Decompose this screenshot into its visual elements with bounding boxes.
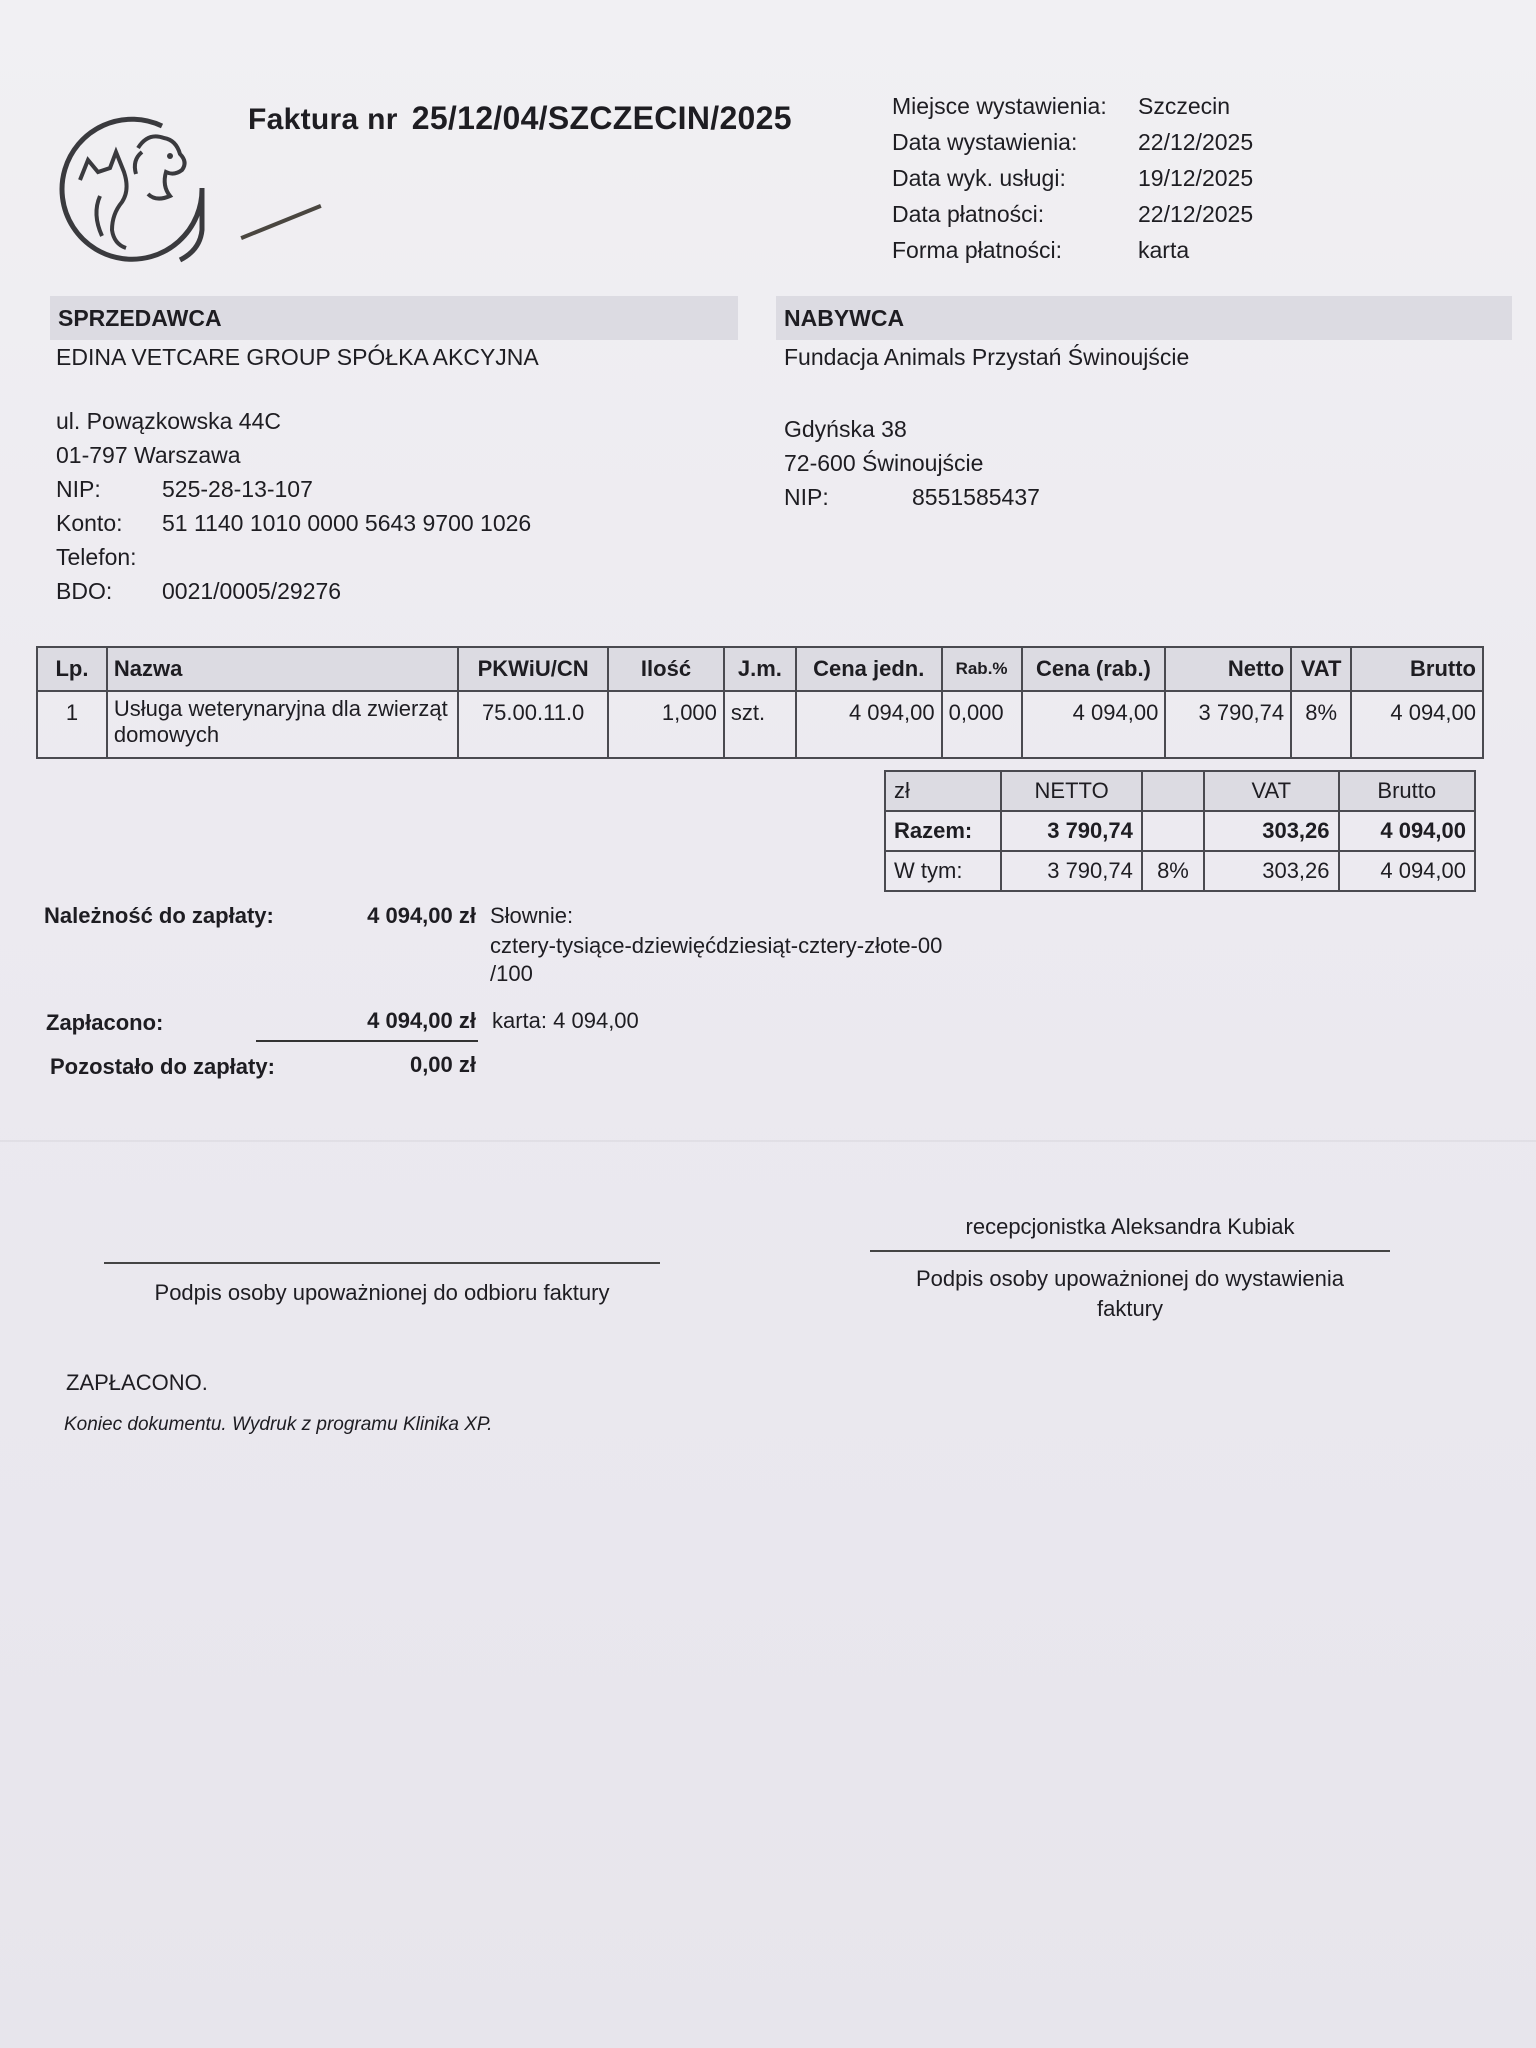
- col-header-lp: Lp.: [37, 647, 107, 691]
- seller-heading: SPRZEDAWCA: [50, 296, 738, 340]
- seller-bdo-row: [56, 574, 531, 608]
- cell-jm: szt.: [724, 691, 796, 758]
- summary-total-vat: 303,26: [1204, 811, 1338, 851]
- summary-header-row: [885, 771, 1475, 811]
- table-row: [37, 691, 1483, 758]
- cell-nazwa: Usługa weterynaryjna dla zwierząt domowych: [107, 691, 458, 758]
- meta-row-payment-method: [892, 232, 1253, 268]
- col-header-brutto: Brutto: [1351, 647, 1483, 691]
- col-header-jm: J.m.: [724, 647, 796, 691]
- paid-amount: 4 094,00 zł: [367, 1008, 476, 1033]
- issuer-caption-line-1: Podpis osoby upoważnionej do wystawienia: [915, 1266, 1345, 1291]
- meta-label: Data płatności:: [892, 201, 1045, 227]
- remaining-label: Pozostało do zapłaty:: [50, 1054, 275, 1079]
- issuer-signature-line: [870, 1250, 1390, 1252]
- invoice-title-prefix: Faktura nr: [248, 103, 398, 136]
- seller-konto-row: [56, 506, 531, 540]
- cell-pkwiu: 75.00.11.0: [458, 691, 608, 758]
- meta-label: Data wystawienia:: [892, 129, 1078, 155]
- summary-total-row: [885, 811, 1475, 851]
- summary-total-brutto: 4 094,00: [1339, 811, 1475, 851]
- seller-telefon-label: Telefon:: [56, 544, 137, 570]
- summary-total-label: Razem:: [885, 811, 1001, 851]
- items-table: [36, 646, 1484, 759]
- paid-underline: [256, 1040, 478, 1042]
- meta-row-place: [892, 88, 1253, 124]
- seller-name: EDINA VETCARE GROUP SPÓŁKA AKCYJNA: [56, 344, 539, 370]
- meta-label: Data wyk. usługi:: [892, 165, 1066, 191]
- col-header-cena-rab: Cena (rab.): [1022, 647, 1166, 691]
- seller-address: [56, 404, 531, 608]
- summary-breakdown-netto: 3 790,74: [1001, 851, 1141, 891]
- cell-cena-jedn: 4 094,00: [796, 691, 942, 758]
- seller-bdo: 0021/0005/29276: [162, 578, 342, 604]
- buyer-nip-row: [784, 480, 1040, 514]
- meta-value: karta: [1138, 237, 1190, 263]
- receiver-signature-caption: Podpis osoby upoważnionej do odbioru faktury: [154, 1280, 610, 1305]
- meta-value: 22/12/2025: [1138, 129, 1254, 155]
- cell-rabat: 0,000: [942, 691, 1022, 758]
- cell-netto: 3 790,74: [1165, 691, 1291, 758]
- seller-street: ul. Powązkowska 44C: [56, 408, 281, 434]
- meta-value: Szczecin: [1138, 93, 1231, 119]
- summary-header-currency: zł: [885, 771, 1001, 811]
- meta-label: Forma płatności:: [892, 237, 1063, 263]
- meta-row-service-date: [892, 160, 1253, 196]
- summary-total-netto: 3 790,74: [1001, 811, 1141, 851]
- summary-total-rate: [1142, 811, 1204, 851]
- invoice-meta: [892, 88, 1253, 268]
- receiver-signature-line: [104, 1262, 660, 1264]
- seller-nip: 525-28-13-107: [162, 476, 313, 502]
- buyer-nip-label: NIP:: [784, 484, 829, 510]
- buyer-street: Gdyńska 38: [784, 416, 907, 442]
- invoice-number: 25/12/04/SZCZECIN/2025: [411, 100, 792, 136]
- col-header-rabat: Rab.%: [942, 647, 1022, 691]
- seller-konto-label: Konto:: [56, 510, 123, 536]
- words-label: Słownie:: [490, 903, 574, 928]
- cell-ilosc: 1,000: [608, 691, 724, 758]
- seller-city: 01-797 Warszawa: [56, 442, 241, 468]
- meta-value: 19/12/2025: [1138, 165, 1254, 191]
- meta-row-payment-date: [892, 196, 1253, 232]
- cell-cena-rab: 4 094,00: [1022, 691, 1166, 758]
- dog-cat-circle-logo-icon: [52, 110, 212, 270]
- col-header-cena-jedn: Cena jedn.: [796, 647, 942, 691]
- buyer-city: 72-600 Świnoujście: [784, 450, 984, 476]
- words-line-1: cztery-tysiące-dziewięćdziesiąt-cztery-złote-00: [490, 933, 943, 958]
- summary-header-brutto: Brutto: [1339, 771, 1475, 811]
- summary-breakdown-brutto: 4 094,00: [1339, 851, 1475, 891]
- meta-value: 22/12/2025: [1138, 201, 1254, 227]
- summary-breakdown-label: W tym:: [885, 851, 1001, 891]
- due-label: Należność do zapłaty:: [44, 903, 274, 928]
- vat-summary-table: [884, 770, 1476, 892]
- words-line-2: /100: [490, 961, 533, 986]
- summary-header-vat: VAT: [1204, 771, 1338, 811]
- buyer-nip: 8551585437: [912, 484, 1040, 510]
- due-amount: 4 094,00 zł: [367, 903, 476, 928]
- end-note: Koniec dokumentu. Wydruk z programu Klinika XP.: [64, 1414, 493, 1435]
- summary-header-rate: [1142, 771, 1204, 811]
- seller-konto: 51 1140 1010 0000 5643 9700 1026: [162, 510, 532, 536]
- summary-breakdown-row: [885, 851, 1475, 891]
- buyer-heading: NABYWCA: [776, 296, 1512, 340]
- meta-label: Miejsce wystawienia:: [892, 93, 1107, 119]
- summary-breakdown-rate: 8%: [1142, 851, 1204, 891]
- summary-breakdown-vat: 303,26: [1204, 851, 1338, 891]
- cell-lp: 1: [37, 691, 107, 758]
- items-header-row: [37, 647, 1483, 691]
- seller-nip-label: NIP:: [56, 476, 101, 502]
- paid-label: Zapłacono:: [46, 1010, 164, 1035]
- col-header-netto: Netto: [1165, 647, 1291, 691]
- issuer-name: recepcjonistka Aleksandra Kubiak: [965, 1214, 1295, 1239]
- invoice-title: [248, 100, 792, 137]
- buyer-address: [784, 412, 1040, 514]
- remaining-amount: 0,00 zł: [409, 1052, 476, 1077]
- cell-brutto: 4 094,00: [1351, 691, 1483, 758]
- col-header-pkwiu: PKWiU/CN: [458, 647, 608, 691]
- issuer-caption-line-2: faktury: [1096, 1296, 1164, 1321]
- buyer-name: Fundacja Animals Przystań Świnoujście: [784, 344, 1190, 370]
- seller-nip-row: [56, 472, 531, 506]
- paid-method: karta: 4 094,00: [492, 1008, 639, 1033]
- col-header-vat: VAT: [1291, 647, 1351, 691]
- meta-row-issue-date: [892, 124, 1253, 160]
- summary-header-netto: NETTO: [1001, 771, 1141, 811]
- col-header-ilosc: Ilość: [608, 647, 724, 691]
- col-header-nazwa: Nazwa: [107, 647, 458, 691]
- seller-telefon-row: [56, 540, 531, 574]
- paid-stamp: ZAPŁACONO.: [66, 1370, 208, 1395]
- paper-fold: [0, 1140, 1536, 1142]
- seller-bdo-label: BDO:: [56, 578, 113, 604]
- issuer-signature-caption: [870, 1264, 1390, 1324]
- cell-vat: 8%: [1291, 691, 1351, 758]
